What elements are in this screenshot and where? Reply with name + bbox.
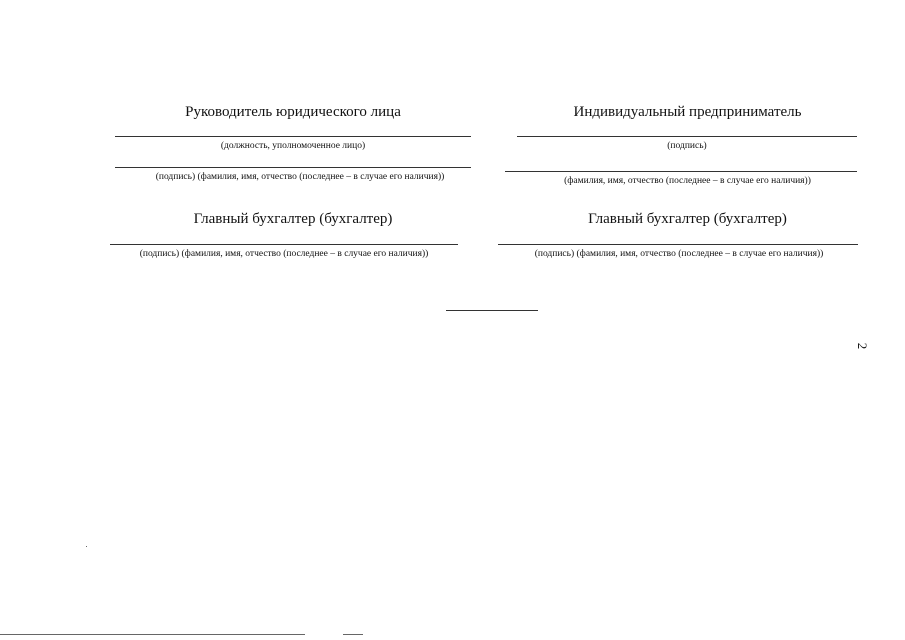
position-caption: (должность, уполномоченное лицо) — [220, 141, 366, 151]
page-number: 2 — [855, 342, 870, 350]
entrepreneur-signature-line — [517, 136, 857, 137]
center-separator-line — [446, 310, 538, 311]
entrepreneur-name-caption: (фамилия, имя, отчество (последнее – в случае его наличия)) — [564, 176, 811, 186]
left-chief-accountant-title: Главный бухгалтер (бухгалтер) — [193, 211, 393, 227]
entrepreneur-title: Индивидуальный предприниматель — [573, 104, 802, 120]
left-accountant-caption: (подпись) (фамилия, имя, отчество (последнее – в случае его наличия)) — [139, 249, 429, 259]
legal-entity-head-title: Руководитель юридического лица — [185, 104, 401, 120]
right-accountant-line — [498, 244, 858, 245]
right-chief-accountant-title: Главный бухгалтер (бухгалтер) — [588, 211, 787, 227]
signature-name-caption: (подпись) (фамилия, имя, отчество (последнее – в случае его наличия)) — [155, 172, 445, 182]
right-accountant-caption: (подпись) (фамилия, имя, отчество (последнее – в случае его наличия)) — [534, 249, 824, 259]
entrepreneur-signature-caption: (подпись) — [667, 141, 707, 151]
bottom-edge-line — [0, 634, 305, 635]
bottom-edge-segment — [343, 634, 363, 635]
entrepreneur-name-line — [505, 171, 857, 172]
left-accountant-line — [110, 244, 458, 245]
scan-speck — [86, 546, 87, 547]
signature-name-line — [115, 167, 471, 168]
position-signature-line — [115, 136, 471, 137]
